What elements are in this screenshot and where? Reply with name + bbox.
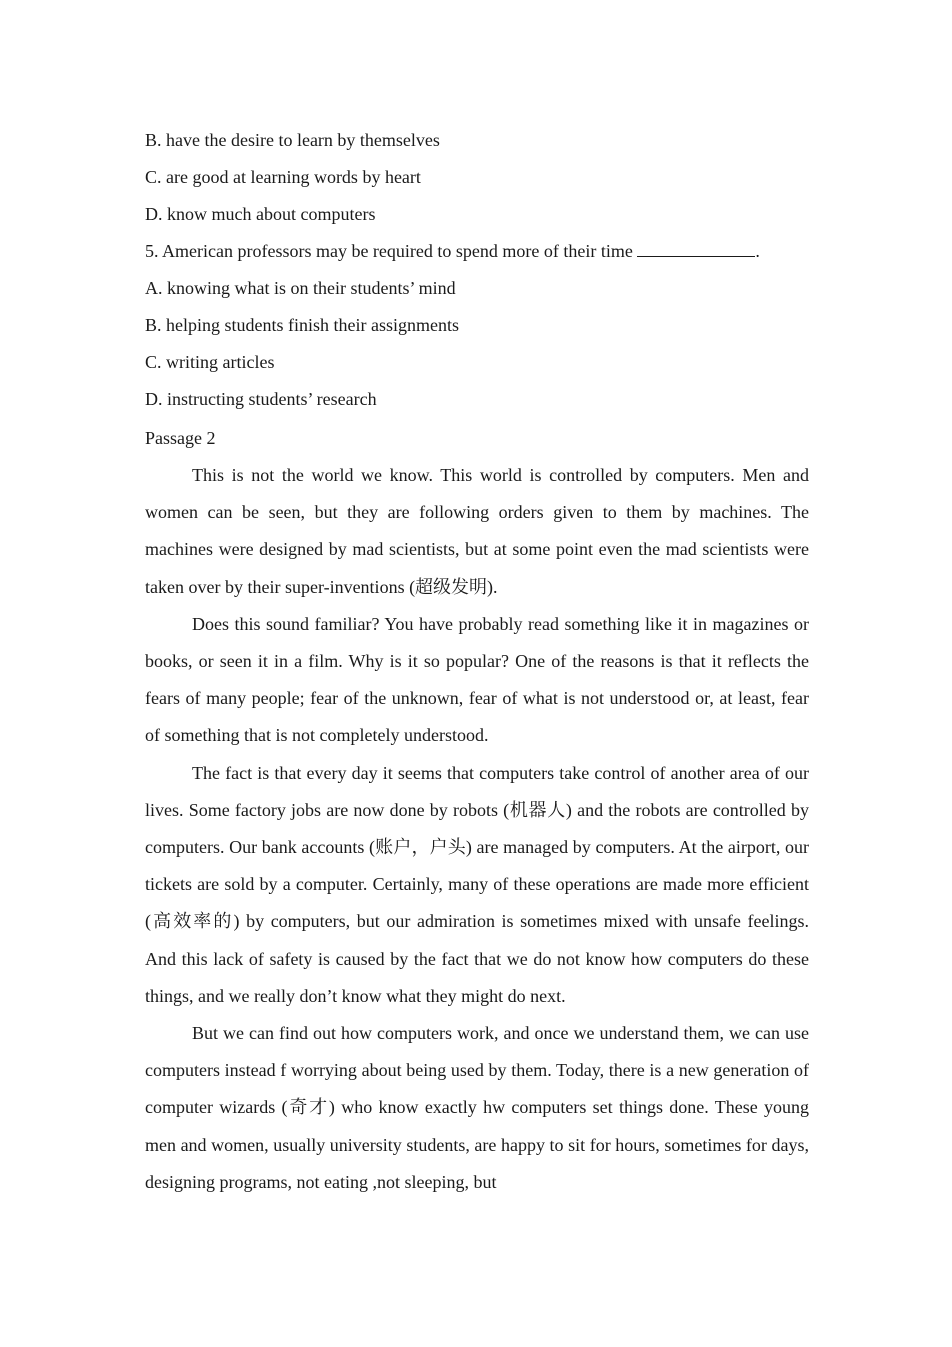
q5-stem: 5. American professors may be required to spend more of their time bbox=[145, 241, 633, 261]
q4-option-c: C. are good at learning words by heart bbox=[145, 167, 421, 187]
page-content bbox=[145, 122, 809, 1201]
q5-option-c: C. writing articles bbox=[145, 352, 275, 372]
passage-paragraph-4: But we can find out how computers work, and once we understand them, we can use computers instead f worrying about being used by them. Today, there is a new generation of computer wizards (奇才) who know exactly hw computers set things done. These young men and women, usually university students, are happy to sit for hours, sometimes for days, designing programs, not eating ,not sleeping, but bbox=[145, 1023, 809, 1192]
q4-option-d: D. know much about computers bbox=[145, 204, 376, 224]
passage-paragraph-3: The fact is that every day it seems that computers take control of another area of our lives. Some factory jobs are now done by robots (机器人) and the robots are controlled by computers. Our bank accounts (账户，户头) are managed by computers. At the airport, our tickets are sold by a computer. Certainly, many of these operations are made more efficient (高效率的) by computers, but our admiration is sometimes mixed with unsafe feelings. And this lack of safety is caused by the fact that we do not know how computers do these things, and we really don’t know what they might do next. bbox=[145, 762, 809, 1006]
passage-paragraph-1: This is not the world we know. This world is controlled by computers. Men and women can be seen, but they are following orders given to them by machines. The machines were designed by mad scientists, but at some point even the mad scientists were taken over by their super-inventions (超级发明). bbox=[145, 465, 809, 597]
q4-option-b: B. have the desire to learn by themselves bbox=[145, 130, 440, 150]
q5-option-b: B. helping students finish their assignments bbox=[145, 315, 459, 335]
passage-paragraph-2: Does this sound familiar? You have probably read something like it in magazines or books, or seen it in a film. Why is it so popular? One of the reasons is that it reflects the fears of many people; fear of the unknown, fear of what is not understood or, at least, fear of something that is not completely understood. bbox=[145, 613, 809, 746]
q5-option-a: A. knowing what is on their students’ mind bbox=[145, 278, 456, 298]
answer-blank bbox=[637, 242, 755, 257]
q5-stem-end: . bbox=[755, 241, 760, 261]
passage-title: Passage 2 bbox=[145, 428, 216, 448]
q5-question bbox=[145, 233, 809, 270]
q5-option-d: D. instructing students’ research bbox=[145, 389, 377, 409]
